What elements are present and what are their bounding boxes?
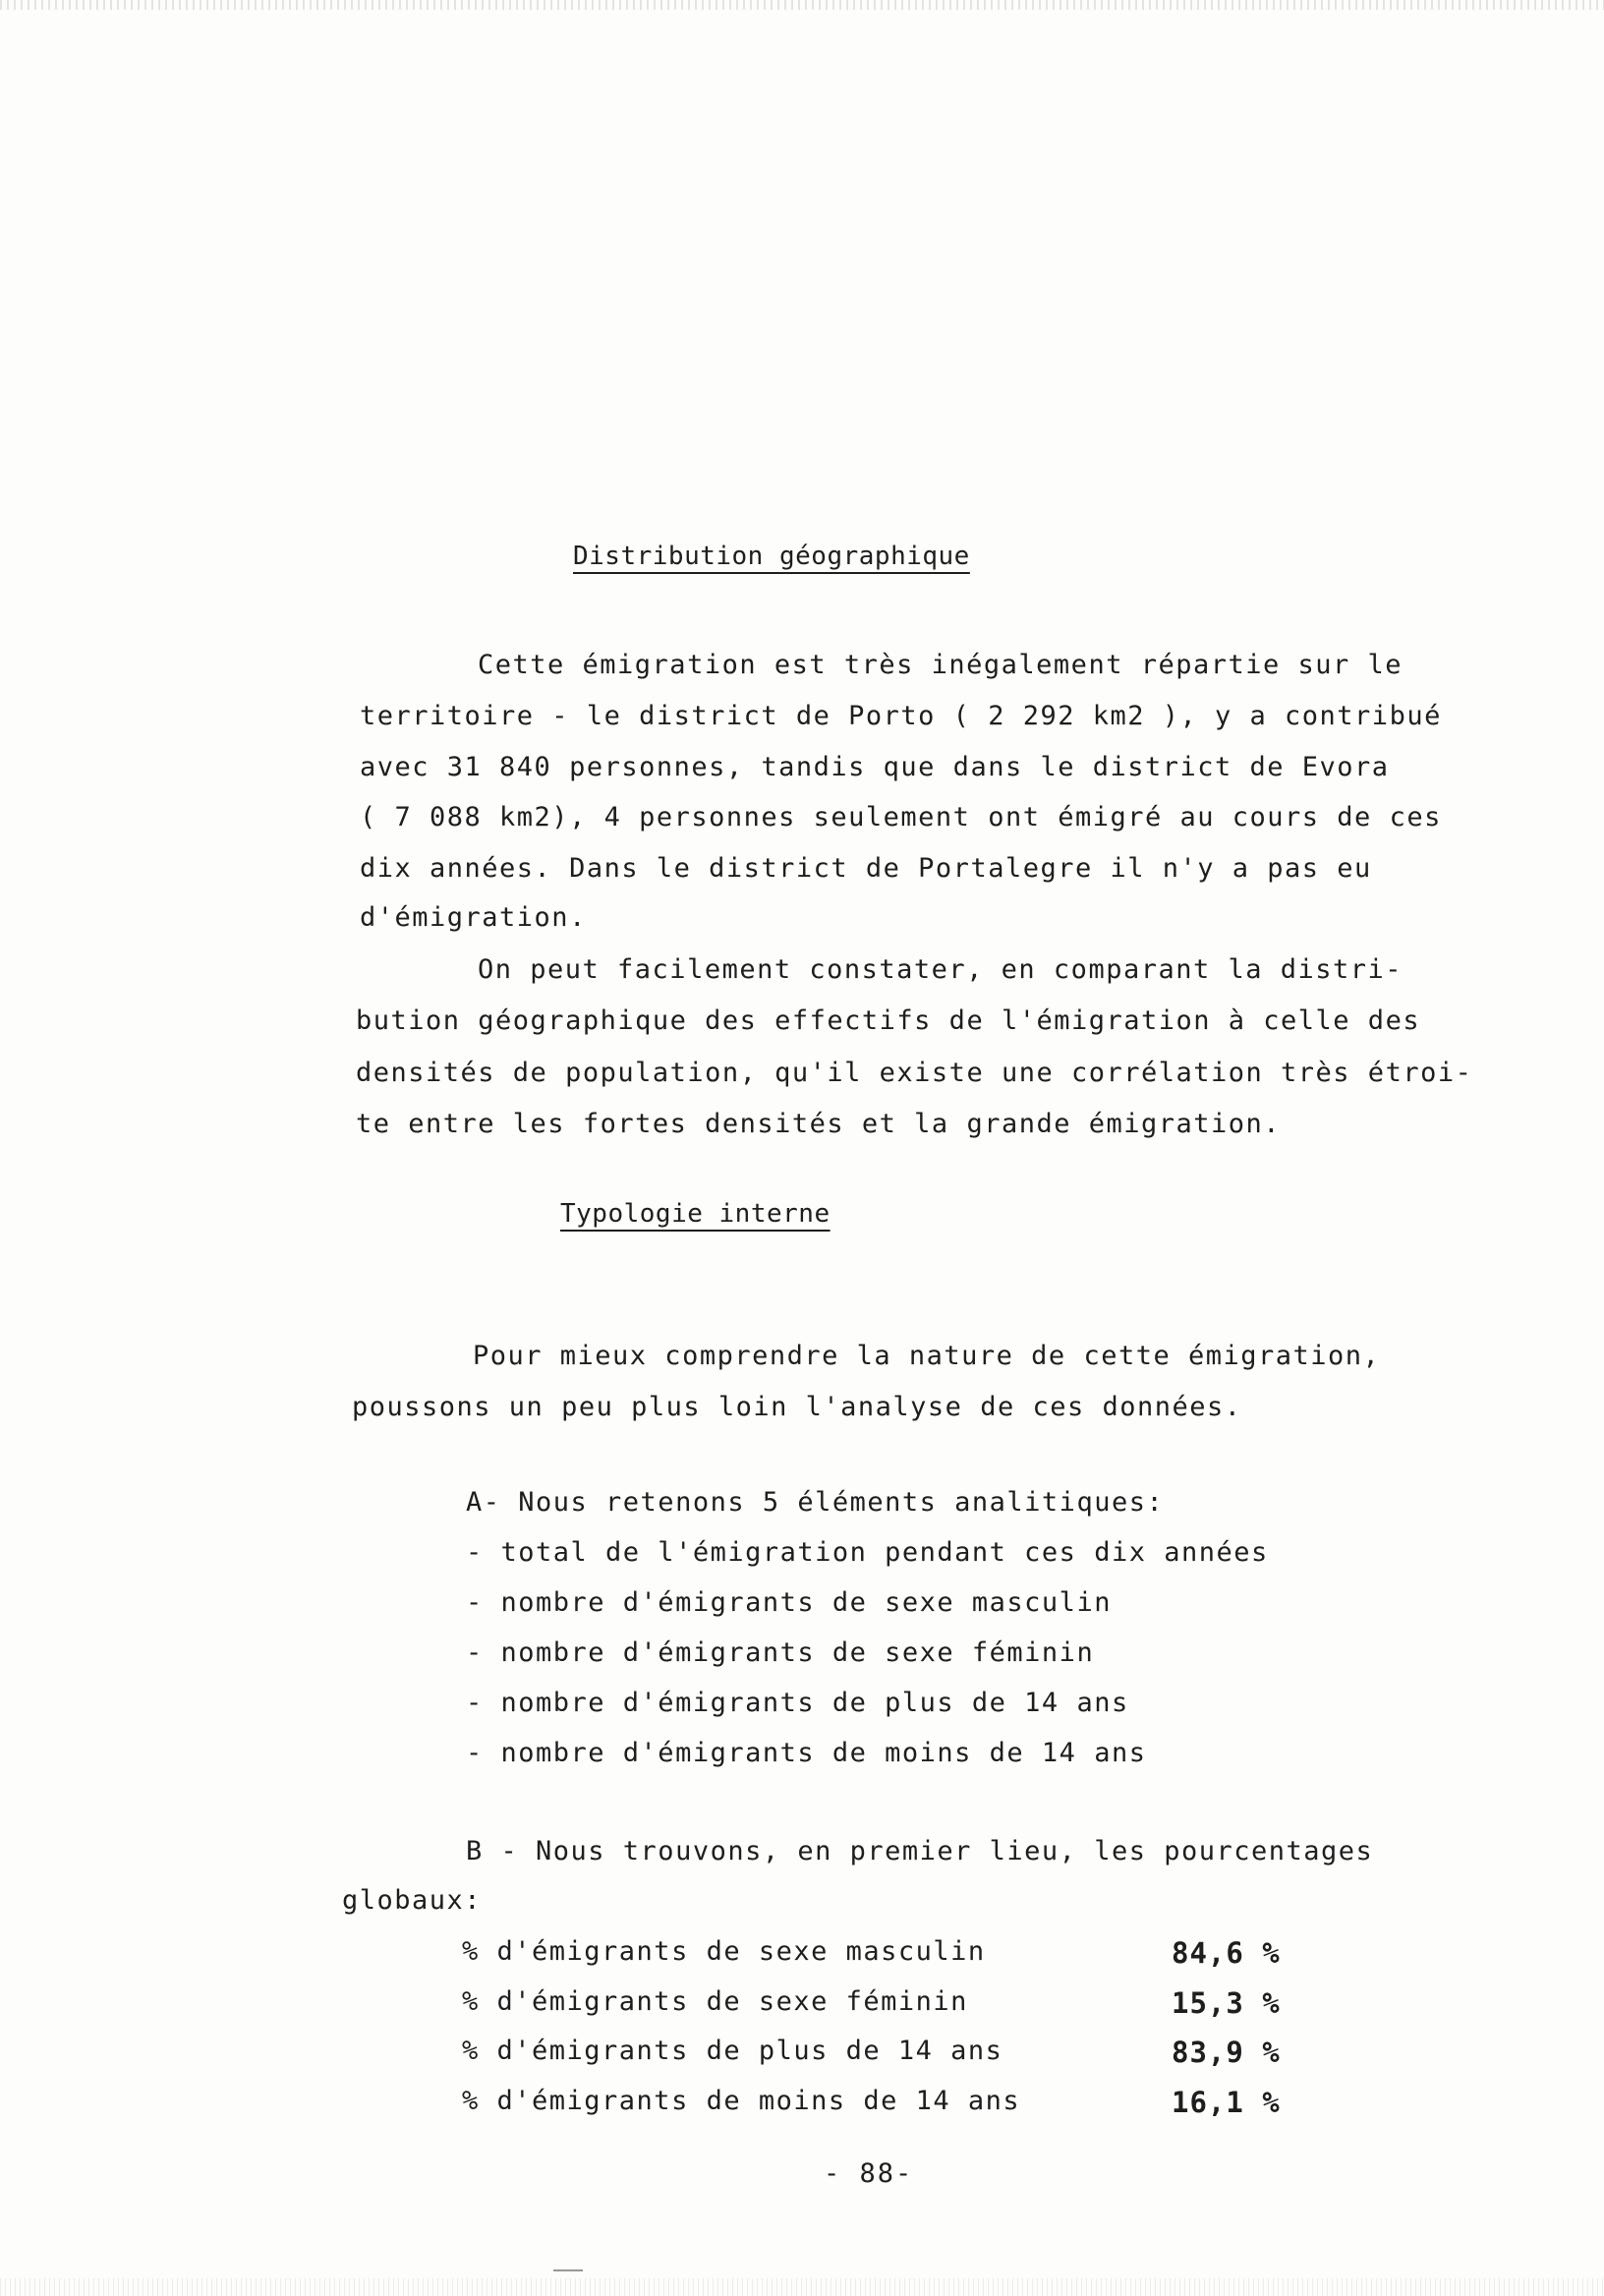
percentage-value: 83,9 % bbox=[1172, 2036, 1281, 2069]
stray-mark bbox=[553, 2269, 583, 2271]
percentage-label: % d'émigrants de moins de 14 ans bbox=[462, 2086, 1021, 2116]
percentage-label: % d'émigrants de sexe féminin bbox=[462, 1986, 968, 2017]
paragraph1-line: dix années. Dans le district de Portalegre il n'y a pas eu bbox=[360, 853, 1372, 884]
intro-line: poussons un peu plus loin l'analyse de ces données. bbox=[352, 1392, 1242, 1422]
intro-line: Pour mieux comprendre la nature de cette émigration, bbox=[473, 1341, 1381, 1371]
list-item: - nombre d'émigrants de sexe féminin bbox=[466, 1637, 1095, 1668]
scan-bottom-edge bbox=[0, 2278, 1604, 2296]
paragraph1-line: territoire - le district de Porto ( 2 292 km2 ), y a contribué bbox=[360, 701, 1442, 731]
part-b-line: globaux: bbox=[342, 1885, 483, 1916]
list-item: - nombre d'émigrants de plus de 14 ans bbox=[466, 1688, 1129, 1718]
paragraph1-line: Cette émigration est très inégalement répartie sur le bbox=[478, 650, 1404, 680]
part-b-line: B - Nous trouvons, en premier lieu, les pourcentages bbox=[466, 1836, 1374, 1866]
list-item: - total de l'émigration pendant ces dix années bbox=[466, 1537, 1269, 1568]
section-title-distribution: Distribution géographique bbox=[573, 542, 970, 571]
percentage-value: 16,1 % bbox=[1172, 2086, 1281, 2119]
paragraph1-line: ( 7 088 km2), 4 personnes seulement ont émigré au cours de ces bbox=[360, 802, 1442, 832]
page-number: - 88- bbox=[824, 2158, 914, 2189]
percentage-value: 15,3 % bbox=[1172, 1986, 1281, 2020]
list-item: - nombre d'émigrants de moins de 14 ans bbox=[466, 1738, 1147, 1768]
part-a-heading: A- Nous retenons 5 éléments analitiques: bbox=[466, 1487, 1165, 1518]
paragraph2-line: densités de population, qu'il existe une corrélation très étroi- bbox=[356, 1058, 1473, 1088]
paragraph2-line: bution géographique des effectifs de l'émigration à celle des bbox=[356, 1005, 1421, 1036]
list-item: - nombre d'émigrants de sexe masculin bbox=[466, 1587, 1112, 1618]
paragraph1-line: d'émigration. bbox=[360, 902, 587, 933]
percentage-row bbox=[462, 2086, 1288, 2119]
paragraph1-line: avec 31 840 personnes, tandis que dans le district de Evora bbox=[360, 752, 1390, 782]
percentage-label: % d'émigrants de sexe masculin bbox=[462, 1936, 986, 1967]
paragraph2-line: te entre les fortes densités et la grande émigration. bbox=[356, 1109, 1282, 1139]
paragraph2-line: On peut facilement constater, en comparant la distri- bbox=[478, 954, 1404, 985]
percentage-value: 84,6 % bbox=[1172, 1936, 1281, 1970]
percentage-label: % d'émigrants de plus de 14 ans bbox=[462, 2036, 1003, 2066]
section-title-typologie: Typologie interne bbox=[560, 1199, 831, 1229]
percentage-row bbox=[462, 2036, 1288, 2069]
percentage-row bbox=[462, 1936, 1288, 1970]
percentage-row bbox=[462, 1986, 1288, 2020]
